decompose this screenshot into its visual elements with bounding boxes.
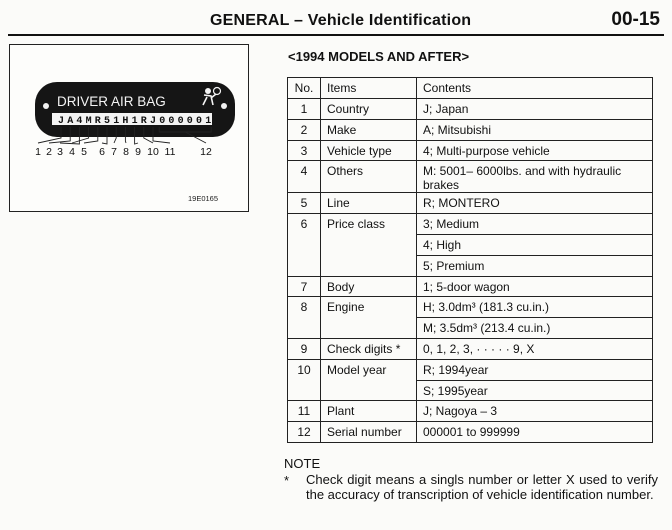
row-content: M; 3.5dm³ (213.4 cu.in.) — [417, 318, 653, 339]
table-row — [288, 161, 653, 193]
callout-number: 1 — [35, 146, 41, 158]
row-number: 9 — [288, 338, 321, 359]
row-number: 5 — [288, 193, 321, 214]
vin-plate-figure — [9, 44, 249, 212]
vin-table-body — [288, 99, 653, 443]
row-number: 7 — [288, 276, 321, 297]
vin-character: 1 — [205, 116, 212, 127]
row-content: 1; 5-door wagon — [417, 276, 653, 297]
rivet-right — [221, 103, 227, 109]
vin-character: R — [94, 116, 101, 127]
table-row — [288, 422, 653, 443]
callout-number: 10 — [147, 146, 159, 158]
callout-number: 2 — [46, 146, 52, 158]
vin-character: J — [149, 116, 157, 127]
header-contents: Contents — [417, 78, 653, 99]
row-number: 8 — [288, 297, 321, 339]
callout-number: 3 — [57, 146, 63, 158]
row-content: R; 1994year — [417, 359, 653, 380]
vin-character: A — [67, 116, 74, 127]
row-item: Model year — [321, 359, 417, 401]
row-item: Body — [321, 276, 417, 297]
callout-number: 8 — [123, 146, 129, 158]
table-row — [288, 193, 653, 214]
vin-character: 4 — [76, 116, 83, 127]
row-item: Serial number — [321, 422, 417, 443]
figure-code: 19E0165 — [188, 194, 219, 203]
vin-character: R — [140, 116, 147, 127]
rivet-left — [43, 103, 49, 109]
vin-character: 5 — [103, 116, 111, 127]
table-row — [288, 119, 653, 140]
row-number: 10 — [288, 359, 321, 401]
row-content: 3; Medium — [417, 214, 653, 235]
row-number: 3 — [288, 140, 321, 161]
table-row — [288, 297, 653, 318]
row-number: 2 — [288, 119, 321, 140]
table-row — [288, 276, 653, 297]
note-marker: * — [284, 473, 290, 488]
vin-character: 0 — [195, 116, 203, 127]
callout-number: 6 — [99, 146, 105, 158]
table-row — [288, 214, 653, 235]
callout-number: 9 — [135, 146, 141, 158]
row-content: R; MONTERO — [417, 193, 653, 214]
row-number: 12 — [288, 422, 321, 443]
row-item: Price class — [321, 214, 417, 276]
table-row — [288, 99, 653, 120]
row-content: S; 1995year — [417, 380, 653, 401]
row-content: J; Japan — [417, 99, 653, 120]
section-title: GENERAL – Vehicle Identification — [210, 12, 472, 29]
row-item: Vehicle type — [321, 140, 417, 161]
vin-character: 0 — [168, 116, 175, 127]
vin-character: J — [57, 116, 65, 127]
row-content: 000001 to 999999 — [417, 422, 653, 443]
row-content: M: 5001– 6000lbs. and with hydraulic brakes — [417, 161, 653, 193]
row-item: Line — [321, 193, 417, 214]
callout-number: 5 — [81, 146, 87, 158]
row-item: Plant — [321, 401, 417, 422]
row-content: A; Mitsubishi — [417, 119, 653, 140]
row-content: H; 3.0dm³ (181.3 cu.in.) — [417, 297, 653, 318]
row-item: Engine — [321, 297, 417, 339]
row-number: 4 — [288, 161, 321, 193]
header-items: Items — [321, 78, 417, 99]
row-content: 4; Multi-purpose vehicle — [417, 140, 653, 161]
vin-character: 0 — [186, 116, 193, 127]
page-number: 00-15 — [611, 9, 660, 30]
table-row — [288, 359, 653, 380]
vin-character: 1 — [113, 116, 120, 127]
callout-number: 7 — [111, 146, 117, 158]
callout-number: 4 — [69, 146, 75, 158]
callout-number: 11 — [164, 146, 176, 158]
row-item: Country — [321, 99, 417, 120]
vin-character: 1 — [131, 116, 138, 127]
row-number: 11 — [288, 401, 321, 422]
note-text: Check digit means a singls number or letter X used to verify the accuracy of transcription of vehicle identification number. — [306, 472, 658, 502]
row-content: 4; High — [417, 234, 653, 255]
vin-character: 0 — [159, 116, 166, 127]
row-number: 6 — [288, 214, 321, 276]
vin-plate-illustration — [10, 45, 248, 211]
row-content: 0, 1, 2, 3, · · · · · 9, X — [417, 338, 653, 359]
vin-character: 0 — [177, 116, 184, 127]
table-row — [288, 338, 653, 359]
header-rule — [8, 34, 664, 36]
vin-character: H — [122, 116, 129, 127]
row-content: 5; Premium — [417, 255, 653, 276]
table-row — [288, 140, 653, 161]
row-number: 1 — [288, 99, 321, 120]
vin-character: M — [85, 116, 92, 127]
vin-table — [287, 77, 653, 443]
row-content: J; Nagoya – 3 — [417, 401, 653, 422]
plate-label: DRIVER AIR BAG — [57, 94, 166, 109]
callout-number: 12 — [200, 146, 212, 158]
section-heading: <1994 MODELS AND AFTER> — [288, 49, 470, 64]
row-item: Others — [321, 161, 417, 193]
note-label: NOTE — [284, 456, 321, 471]
row-item: Make — [321, 119, 417, 140]
header-no: No. — [288, 78, 321, 99]
row-item: Check digits * — [321, 338, 417, 359]
vin-characters — [58, 116, 211, 127]
table-row — [288, 401, 653, 422]
